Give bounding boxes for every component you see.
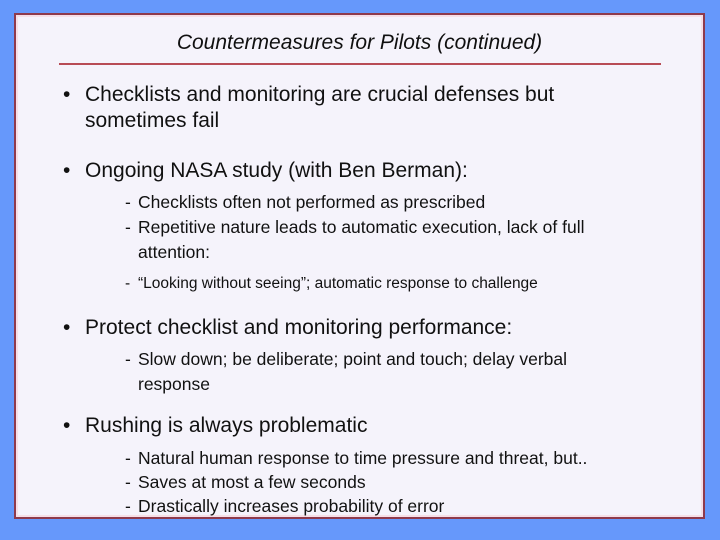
dash-icon: - [125,349,131,369]
sub-bullet-text: Slow down; be deliberate; point and touch; delay verbal response [138,349,568,394]
bullet-text: Ongoing NASA study (with Ben Berman): [85,159,468,182]
bullet-item [63,413,703,439]
sub-bullet-item [125,190,703,215]
sub-bullet-item [125,470,703,494]
sub-bullet-item [125,494,703,518]
sub-bullet-text: “Looking without seeing”; automatic response to challenge [138,275,538,292]
dash-icon: - [125,192,131,212]
dash-icon: - [125,275,131,292]
bullet-text: Rushing is always problematic [85,414,368,437]
bullet-dot-icon: • [63,83,71,106]
slide-title: Countermeasures for Pilots (continued) [176,31,543,54]
sub-bullet-item [125,274,703,294]
bullet-item [63,82,703,134]
sub-bullet-item [125,446,703,470]
bullet-text: Checklists and monitoring are crucial defenses but sometimes fail [85,83,555,132]
bullet-dot-icon: • [63,414,71,437]
slide [14,13,705,519]
sub-bullet-text: Saves at most a few seconds [138,472,366,492]
bullet-dot-icon: • [63,316,71,339]
dash-icon: - [125,472,131,492]
dash-icon: - [125,448,131,468]
bullet-text: Protect checklist and monitoring performance: [85,316,513,339]
dash-icon: - [125,217,131,237]
bullet-item [63,158,703,184]
bullet-dot-icon: • [63,159,71,182]
title-underline [59,63,661,65]
sub-bullet-text: Drastically increases probability of error [138,496,445,516]
sub-bullet-text: Repetitive nature leads to automatic execution, lack of full attention: [138,217,585,262]
sub-bullet-text: Checklists often not performed as prescribed [138,192,486,212]
sub-bullet-item [125,215,703,265]
sub-bullet-text: Natural human response to time pressure and threat, but.. [138,448,588,468]
dash-icon: - [125,496,131,516]
bullet-item [63,315,703,341]
sub-bullet-item [125,347,703,397]
